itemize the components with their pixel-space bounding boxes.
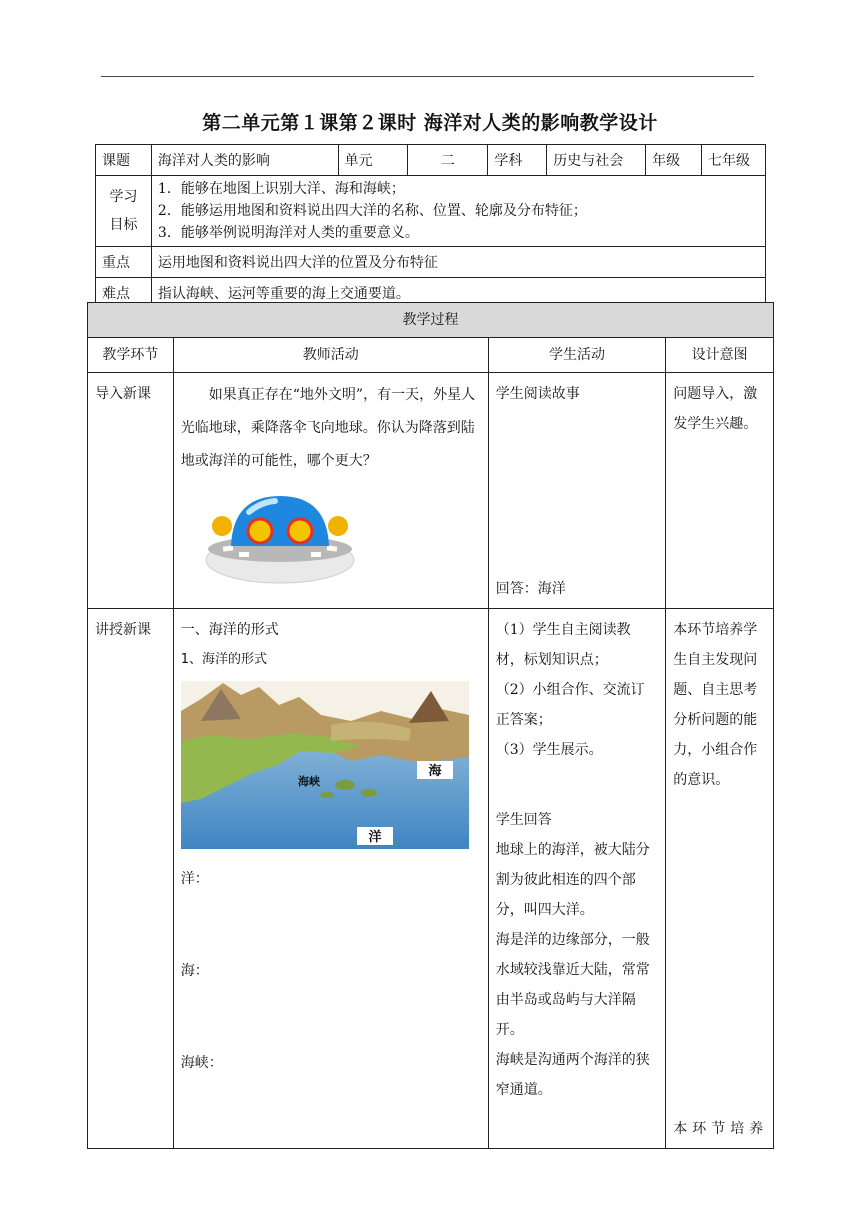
intro-row — [88, 373, 774, 609]
goal-item: 2．能够运用地图和资料说出四大洋的名称、位置、轮廓及分布特征； — [157, 203, 587, 219]
subject-value: 历史与社会 — [547, 145, 646, 176]
grade-label: 年级 — [646, 145, 702, 176]
header-intent: 设计意图 — [666, 338, 774, 373]
goals-label — [96, 176, 152, 247]
lesson-label: 课题 — [96, 145, 152, 176]
teacher-subheading: 1、海洋的形式 — [180, 652, 268, 667]
subject-label: 学科 — [488, 145, 547, 176]
new-stage: 讲授新课 — [88, 609, 174, 1149]
lesson-value: 海洋对人类的影响 — [151, 145, 338, 176]
info-row-goals — [96, 176, 766, 247]
map-label-sea: 海 — [428, 764, 442, 779]
intro-teacher — [173, 373, 488, 609]
student-answer-ocean: 地球上的海洋，被大陆分割为彼此相连的四个部分，叫四大洋。 — [495, 842, 650, 918]
info-row-key — [96, 247, 766, 278]
header-teacher: 教师活动 — [173, 338, 488, 373]
ufo-illustration — [205, 492, 355, 584]
question-sea: 海： — [180, 963, 209, 979]
intro-student — [488, 373, 666, 609]
student-answer-label: 学生回答 — [495, 812, 552, 828]
page-title: 第二单元第１课第２课时 海洋对人类的影响教学设计 — [202, 112, 658, 134]
unit-label: 单元 — [338, 145, 408, 176]
info-row-1 — [96, 145, 766, 176]
student-step: （3）学生展示。 — [495, 742, 603, 758]
question-ocean: 洋： — [180, 871, 209, 887]
process-title: 教学过程 — [88, 303, 774, 338]
intro-student-activity: 学生阅读故事 — [495, 386, 580, 402]
new-teacher — [173, 609, 488, 1149]
intent-text-1: 本环节培养学生自主发现问题、自主思考分析问题的能力，小组合作的意识。 — [673, 622, 758, 788]
goal-item: 3．能够举例说明海洋对人类的重要意义。 — [157, 225, 419, 241]
intro-teacher-text: 如果真正存在“地外文明”，有一天，外星人光临地球，乘降落伞飞向地球。你认为降落到陆地或海洋的可能性，哪个更大？ — [180, 387, 476, 469]
map-label-strait: 海峡 — [297, 775, 320, 788]
intent-text-2: 本环节培养 — [673, 1121, 769, 1137]
goals-label-line-1: 学习 — [109, 189, 138, 205]
teaching-process-table — [87, 302, 774, 1149]
student-answer-sea: 海是洋的边缘部分，一般水域较浅靠近大陆，常常由半岛或岛屿与大洋隔开。 — [495, 932, 650, 1038]
intro-stage: 导入新课 — [88, 373, 174, 609]
key-value: 运用地图和资料说出四大洋的位置及分布特征 — [151, 247, 765, 278]
map-label-ocean: 洋 — [368, 830, 382, 845]
header-stage: 教学环节 — [88, 338, 174, 373]
key-label: 重点 — [96, 247, 152, 278]
new-intent — [666, 609, 774, 1149]
teacher-heading: 一、海洋的形式 — [180, 622, 279, 638]
difficulty-value: 指认海峡、运河等重要的海上交通要道。 — [151, 278, 765, 309]
goal-item: 1．能够在地图上识别大洋、海和海峡； — [157, 181, 405, 197]
new-lesson-row — [88, 609, 774, 1149]
goals-label-line-2: 目标 — [109, 217, 138, 233]
goals-list — [151, 176, 765, 247]
question-strait: 海峡： — [180, 1055, 223, 1071]
grade-value: 七年级 — [702, 145, 766, 176]
student-step: （1）学生自主阅读教材，标划知识点； — [495, 622, 631, 668]
new-student — [488, 609, 666, 1149]
difficulty-label: 难点 — [96, 278, 152, 309]
unit-value: 二 — [408, 145, 488, 176]
intro-intent: 问题导入，激发学生兴趣。 — [666, 373, 774, 609]
student-step: （2）小组合作、交流订正答案； — [495, 682, 645, 728]
process-header-row — [88, 338, 774, 373]
ocean-landscape-map — [181, 681, 469, 849]
student-answer-strait: 海峡是沟通两个海洋的狭窄通道。 — [495, 1052, 650, 1098]
header-rule — [101, 76, 754, 77]
process-title-row — [88, 303, 774, 338]
lesson-info-table — [95, 144, 766, 309]
intro-student-answer: 回答：海洋 — [495, 581, 566, 597]
header-student: 学生活动 — [488, 338, 666, 373]
